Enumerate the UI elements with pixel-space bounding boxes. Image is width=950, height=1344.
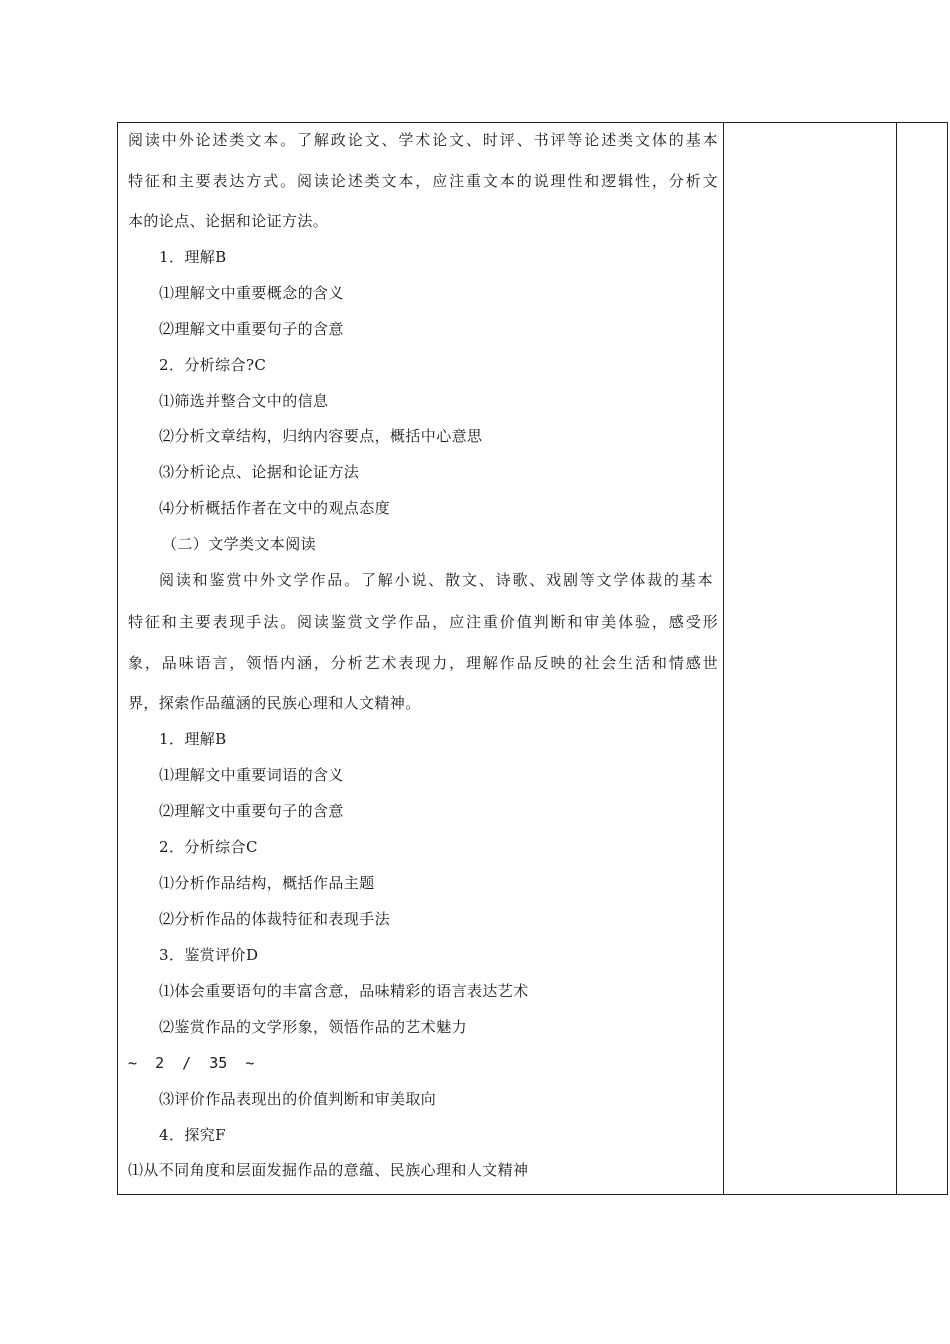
list-item: ⑴理解文中重要词语的含义 — [159, 766, 344, 784]
list-item: ⑵理解文中重要句子的含意 — [159, 320, 344, 338]
list-item: ⑵理解文中重要句子的含意 — [159, 802, 344, 820]
list-item: ⑷分析概括作者在文中的观点态度 — [159, 499, 391, 517]
list-item: ⑵分析作品的体裁特征和表现手法 — [159, 910, 391, 928]
list-item: ⑴理解文中重要概念的含义 — [159, 284, 344, 302]
list-item: ⑴筛选并整合文中的信息 — [159, 392, 329, 410]
paragraph-line: 象，品味语言，领悟内涵，分析艺术表现力，理解作品反映的社会生活和情感世 — [128, 654, 718, 672]
list-item: ⑴体会重要语句的丰富含意，品味精彩的语言表达艺术 — [159, 982, 529, 1000]
page-marker: ~ 2 / 35 ~ — [128, 1054, 255, 1072]
list-item: ⑵分析文章结构，归纳内容要点，概括中心意思 — [159, 427, 483, 445]
paragraph-line: 阅读和鉴赏中外文学作品。了解小说、散文、诗歌、戏剧等文学体裁的基本 — [159, 571, 713, 589]
column-divider-1 — [723, 123, 724, 1194]
list-item-heading: 1．理解B — [159, 248, 227, 266]
list-item: ⑴分析作品结构，概括作品主题 — [159, 874, 375, 892]
paragraph-line: 特征和主要表达方式。阅读论述类文本，应注重文本的说理性和逻辑性，分析文 — [128, 172, 718, 190]
list-item: ⑵鉴赏作品的文学形象，领悟作品的艺术魅力 — [159, 1018, 468, 1036]
list-item: ⑶分析论点、论据和论证方法 — [159, 463, 360, 481]
column-divider-2 — [896, 123, 897, 1194]
list-item-heading: 2．分析综合C — [159, 838, 258, 856]
list-item-heading: 1．理解B — [159, 730, 227, 748]
paragraph-line: 特征和主要表现手法。阅读鉴赏文学作品，应注重价值判断和审美体验，感受形 — [128, 613, 718, 631]
list-item-heading: 3．鉴赏评价D — [159, 946, 259, 964]
list-item-heading: 2．分析综合?C — [159, 356, 267, 374]
paragraph-line: 阅读中外论述类文本。了解政论文、学术论文、时评、书评等论述类文体的基本 — [128, 131, 718, 149]
list-item: ⑶评价作品表现出的价值判断和审美取向 — [159, 1090, 437, 1108]
list-item: ⑴从不同角度和层面发掘作品的意蕴、民族心理和人文精神 — [128, 1161, 529, 1179]
list-item-heading: 4．探究F — [159, 1126, 226, 1144]
paragraph-line: 本的论点、论据和论证方法。 — [128, 212, 329, 230]
content-cell — [118, 123, 723, 1194]
section-heading: （二）文学类文本阅读 — [162, 535, 317, 553]
document-table — [117, 122, 948, 1195]
paragraph-line: 界，探索作品蕴涵的民族心理和人文精神。 — [128, 694, 421, 712]
